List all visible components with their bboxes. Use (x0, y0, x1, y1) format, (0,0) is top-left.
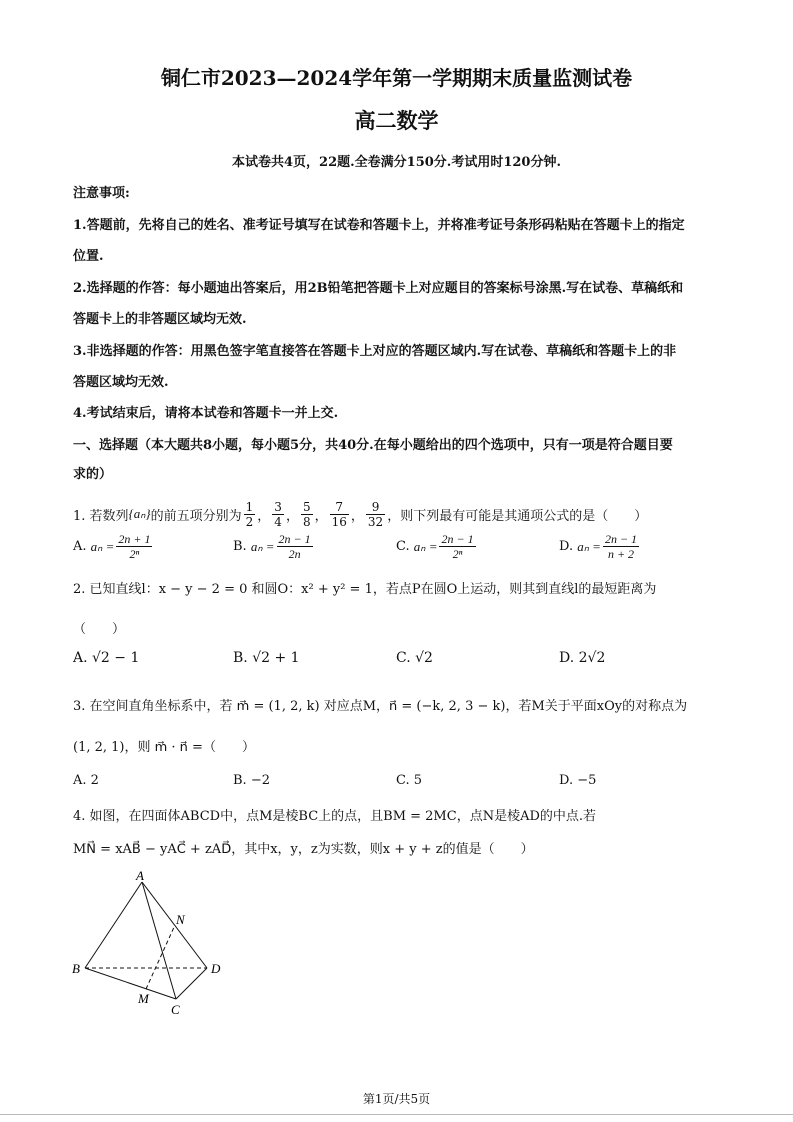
edge-BC (85, 968, 176, 999)
note-3-line-1: 3.非选择题的作答：用黑色签字笔直接答在答题卡上对应的答题区域内.写在试卷、草稿纸和答题卡上的非 (73, 344, 677, 359)
q2-paren: （ ） (73, 622, 126, 637)
q1-term: $\frac{3}{4}$ (274, 499, 282, 529)
question-1: 1. 若数列 {aₙ} 的前五项分别为 $\frac{1}{2}$ ， $\frac{3}{4}$ ， $\frac{5}{8}$ ， $\frac{7}{16}$ ， $\frac{9}{32}$ ，则下列最有可能是其通项公式的是（ ） (73, 499, 648, 529)
label-N: N (176, 912, 185, 927)
q1-term: $\frac{9}{32}$ (367, 499, 384, 529)
question-4-line-2: MN⃗ = xAB⃗ − yAC⃗ + zAD⃗，其中x，y，z为实数，则x + y + z的值是（ ） (73, 842, 534, 857)
label-D: D (211, 961, 221, 976)
note-4: 4.考试结束后，请将本试卷和答题卡一并上交. (73, 406, 339, 421)
q2-option-c: C. √2 (396, 650, 433, 666)
q1-option-b: B. aₙ = $\frac{2n - 1}{2n}$ (233, 532, 311, 561)
note-3-line-2: 答题区域均无效. (73, 375, 169, 390)
q1-option-a: A. aₙ = $\frac{2n + 1}{\text{2ⁿ}}$ (73, 532, 151, 561)
q1-option-c: C. aₙ = $\frac{2n - 1}{\text{2ⁿ}}$ (396, 532, 474, 561)
exam-info: 本试卷共4页，22题.全卷满分150分.考试用时120分钟. (232, 155, 561, 170)
question-3: 3. 在空间直角坐标系中，若 m⃗ = (1, 2, k) 对应点M，n⃗ = (−k, 2, 3 − k)，若M关于平面xOy的对称点为 (73, 699, 688, 714)
q1-prefix: 1. 若数列 (73, 508, 129, 524)
q1-term: $\frac{5}{8}$ (302, 499, 311, 529)
q1-mid: 的前五项分别为 (150, 508, 242, 524)
tetrahedron-figure (70, 868, 240, 1018)
note-1-line-1: 1.答题前，先将自己的姓名、准考证号填写在试卷和答题卡上，并将准考证号条形码粘贴在答题卡上的指定 (73, 218, 685, 233)
edge-AB (85, 882, 142, 968)
section-heading-line-2: 求的） (73, 467, 113, 482)
q3-option-b: B. −2 (233, 773, 270, 788)
label-A: A (136, 868, 144, 883)
q1-term: $\frac{7}{16}$ (331, 499, 347, 529)
notes-heading: 注意事项: (73, 186, 130, 201)
edge-CD (176, 968, 207, 999)
note-2-line-2: 答题卡上的非答题区域均无效. (73, 312, 247, 327)
exam-subject: 高二数学 (354, 108, 439, 133)
edge-AC (142, 882, 176, 999)
q1-suffix: ，则下列最有可能是其通项公式的是（ ） (387, 508, 648, 524)
q1-term: $\frac{1}{2}$ (245, 499, 254, 529)
q2-option-a: A. √2 − 1 (73, 650, 140, 666)
q3-option-c: C. 5 (396, 773, 423, 788)
section-heading-line-1: 一、选择题（本大题共8小题，每小题5分，共40分.在每小题给出的四个选项中，只有一项是符合题目要 (73, 438, 673, 453)
question-2: 2. 已知直线l：x − y − 2 = 0 和圆O：x² + y² = 1，若点P在圆O上运动，则其到直线l的最短距离为 (73, 582, 657, 597)
q1-option-d: D. aₙ = $\frac{2n - 1}{n + 2}$ (559, 532, 638, 561)
q2-option-d: D. 2√2 (559, 650, 606, 666)
q2-option-b: B. √2 + 1 (233, 650, 300, 666)
bottom-rule (0, 1114, 793, 1115)
q3-option-d: D. −5 (559, 773, 597, 788)
label-C: C (171, 1002, 180, 1017)
note-2-line-1: 2.选择题的作答：每小题迪出答案后，用2B铅笔把答题卡上对应题目的答案标号涂黑.写在试卷、草稿纸和 (73, 281, 684, 296)
label-B: B (72, 961, 80, 976)
question-4: 4. 如图，在四面体ABCD中，点M是棱BC上的点，且BM = 2MC，点N是棱AD的中点.若 (73, 809, 597, 824)
q1-sequence: {aₙ} (128, 506, 151, 521)
label-M: M (138, 991, 149, 1006)
note-1-line-2: 位置. (73, 249, 104, 264)
exam-title: 铜仁市2023—2024学年第一学期期末质量监测试卷 (160, 66, 633, 90)
page-footer: 第1页/共5页 (362, 1092, 431, 1106)
q3-option-a: A. 2 (73, 773, 99, 788)
question-3-line-2: (1, 2, 1)，则 m⃗ · n⃗ =（ ） (73, 740, 255, 755)
